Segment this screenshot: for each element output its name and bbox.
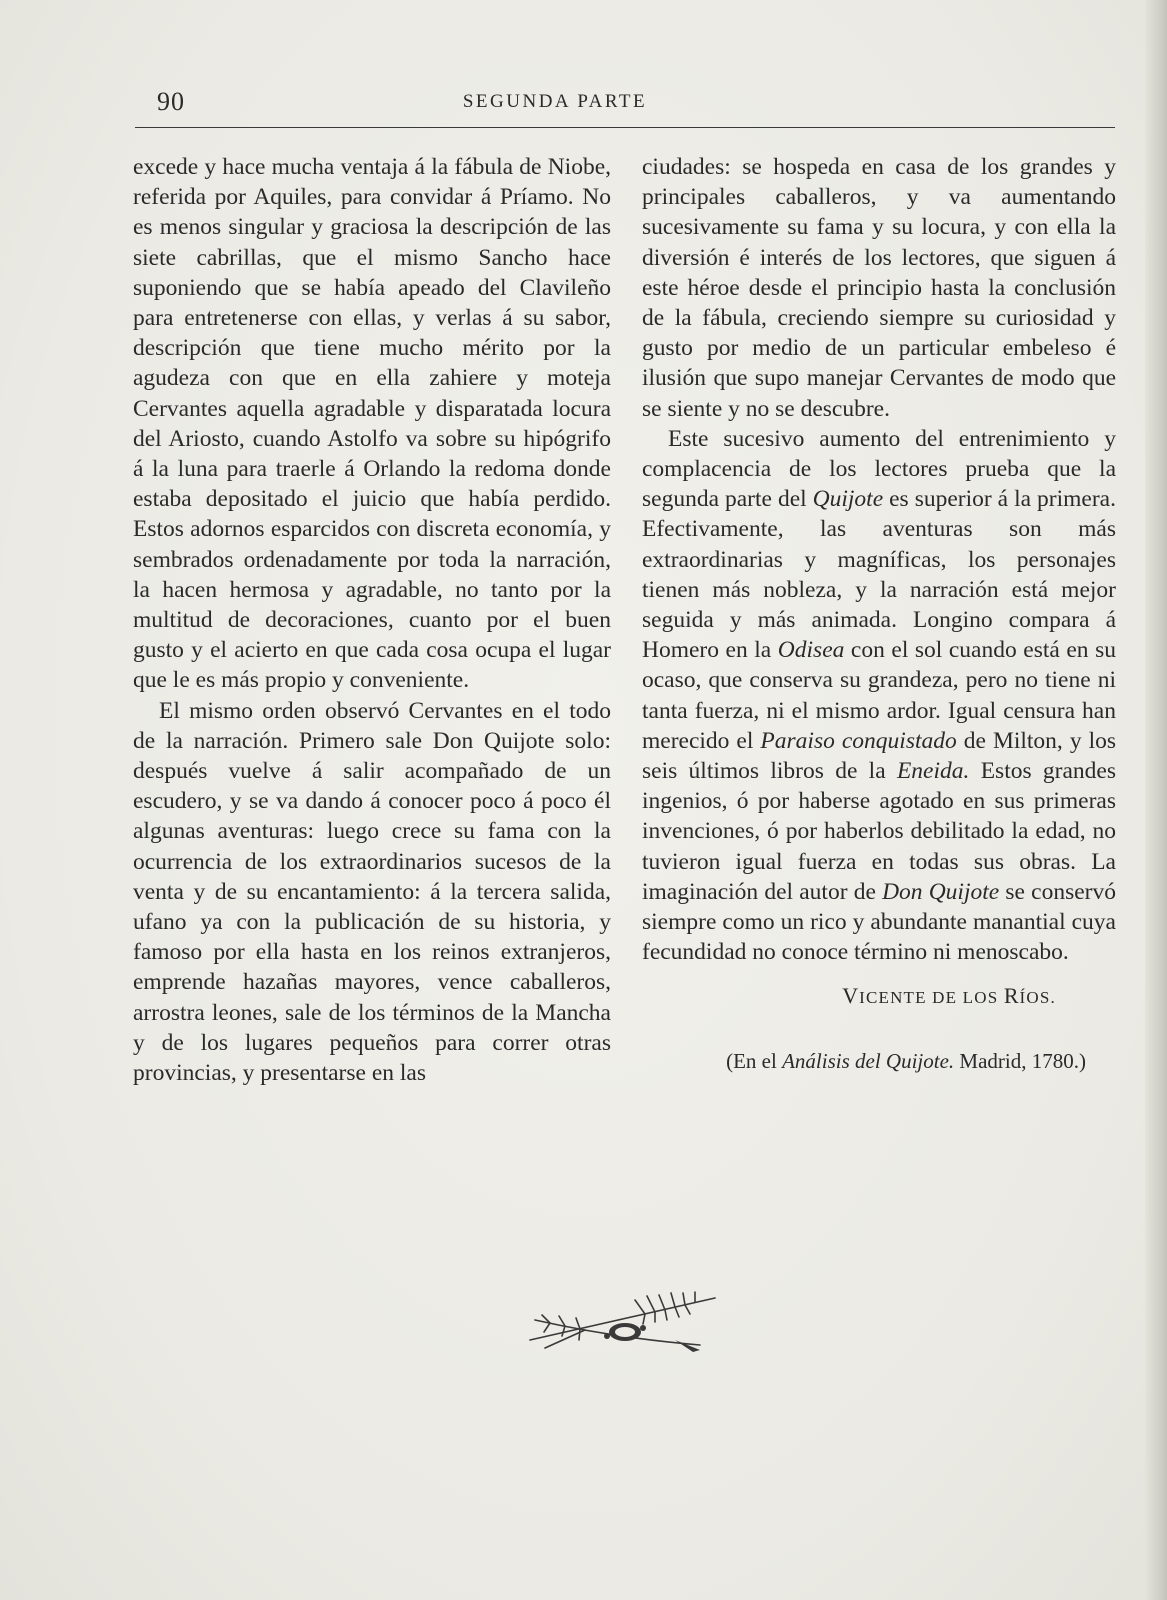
source-citation: (En el Análisis del Quijote. Madrid, 1780.) [726,1048,1086,1073]
title-eneida: Eneida. [896,758,970,785]
title-paraiso: Paraiso conquistado [760,727,957,754]
running-title: SEGUNDA PARTE [462,91,648,112]
text-run: es superior á la primera. Efectivamente, las aventuras son más extraordinarias y magníficas, los personajes tienen más nobleza, y la narración está mejor seguida y más animada. Longino compara á Homero en la [642,486,1116,664]
header-rule [135,127,1115,128]
author-signature: VICENTE DE LOS RÍOS. [842,983,1056,1009]
title-odisea: Odisea [777,637,845,664]
text-run: con el sol cuando está en su ocaso, que conserva su grandeza, pero no tiene ni tanta fuerza, ni el mismo ardor. Igual censura han merecido el [642,637,1116,754]
title-quijote: Quijote [812,486,884,513]
text-run: Estos grandes ingenios, ó por haberse agotado en sus primeras invenciones, ó por haberlos debilitado la edad, no tuvieron igual fuerza en todas sus obras. La imaginación del autor de [642,758,1116,905]
right-column [642,152,1116,1076]
palm-and-laurel-ornament-icon [525,1290,725,1370]
page-number: 90 [157,87,185,116]
page-edge [1145,0,1167,1600]
title-don-quijote: Don Quijote [882,878,1000,905]
text-run: se conservó siempre como un rico y abundante manantial cuya fecundidad no conoce término ni menoscabo. [642,878,1116,966]
text-run: de Milton, y los seis últimos libros de la [642,727,1117,785]
right-paragraph-2 [642,424,1116,968]
right-paragraph-1: ciudades: se hospeda en casa de los grandes y principales caballeros, y va aumentando sucesivamente su fama y su locura, y con ella la diversión é interés de los lectores, que siguen á este héroe desde el principio hasta la conclusión de la fábula, creciendo siempre su curiosidad y gusto por medio de un particular embeleso é ilusión que supo manejar Cervantes de modo que se siente y no se descubre. [642,154,1116,422]
text-run: Este sucesivo aumento del entrenimiento y complacencia de los lectores prueba que la segunda parte del [642,425,1116,513]
left-paragraph-1: excede y hace mucha ventaja á la fábula de Niobe, referida por Aquiles, para convidar á Príamo. No es menos singular y graciosa la descripción de las siete cabrillas, que el mismo Sancho hace suponiendo que se había apeado del Clavileño para entretenerse con ellas, y verlas á su sabor, descripción que tiene mucho mérito por la agudeza con que en ella zahiere y moteja Cervantes aquella agradable y disparatada locura del Ariosto, cuando Astolfo va sobre su hipógrifo á la luna para traerle á Orlando la redoma donde estaba depositado el juicio que había perdido. Estos adornos esparcidos con discreta economía, y sembrados ordenadamente por toda la narración, la hacen hermosa y agradable, no tanto por la multitud de decoraciones, cuanto por el buen gusto y el acierto en que cada cosa ocupa el lugar que le es más propio y conveniente. [133,154,611,694]
source-title: Análisis del Quijote. [782,1048,955,1073]
left-column [133,152,611,1088]
page-header [135,85,1115,125]
left-paragraph-2: El mismo orden observó Cervantes en el todo de la narración. Primero sale Don Quijote solo: después vuelve á salir acompañado de un escudero, y se va dando á conocer poco á poco él algunas aventuras: luego crece su fama con la ocurrencia de los extraordinarios sucesos de la venta y de su encantamiento: á la tercera salida, ufano ya con la publicación de su historia, y famoso por ella hasta en los reinos extranjeros, emprende hazañas mayores, vence caballeros, arrostra leones, sale de los términos de la Mancha y de los lugares pequeños para correr otras provincias, y presentarse en las [133,697,611,1087]
